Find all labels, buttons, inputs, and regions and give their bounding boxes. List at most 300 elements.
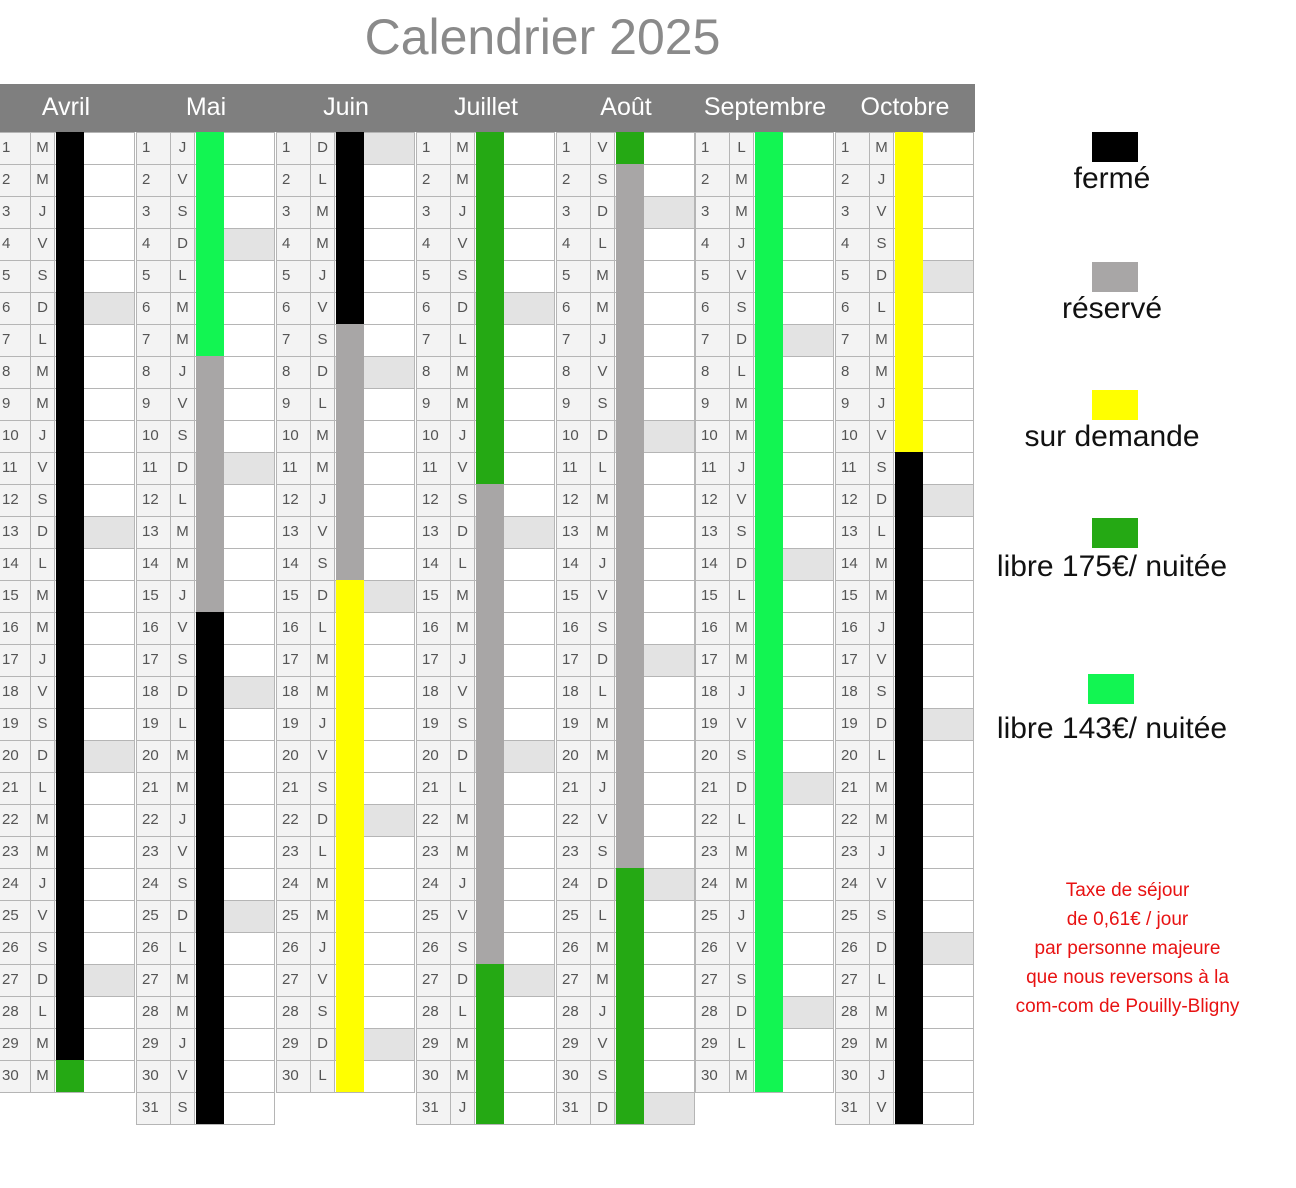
month-title-5: Septembre — [703, 93, 827, 121]
day-number: 16 — [0, 612, 31, 645]
day-letter: J — [729, 900, 754, 933]
availability-bar-libre-175 — [616, 868, 644, 1124]
day-number: 8 — [416, 356, 451, 389]
day-number: 19 — [695, 708, 730, 741]
day-letter: J — [869, 1060, 894, 1093]
day-letter: M — [30, 356, 55, 389]
day-letter: S — [170, 1092, 195, 1125]
day-letter: V — [869, 1092, 894, 1125]
day-number: 18 — [556, 676, 591, 709]
day-number: 14 — [556, 548, 591, 581]
day-number: 7 — [136, 324, 171, 357]
day-letter: M — [869, 772, 894, 805]
day-letter: L — [590, 676, 615, 709]
day-number: 1 — [556, 132, 591, 165]
day-letter: D — [310, 804, 335, 837]
day-number: 28 — [556, 996, 591, 1029]
day-letter: S — [729, 292, 754, 325]
day-number: 21 — [695, 772, 730, 805]
day-letter: M — [590, 484, 615, 517]
day-number: 1 — [0, 132, 31, 165]
day-number: 31 — [136, 1092, 171, 1125]
day-letter: S — [310, 548, 335, 581]
day-number: 5 — [556, 260, 591, 293]
day-number: 11 — [136, 452, 171, 485]
day-letter: J — [170, 580, 195, 613]
day-number: 5 — [695, 260, 730, 293]
day-letter: V — [869, 420, 894, 453]
day-number: 7 — [695, 324, 730, 357]
day-number: 30 — [276, 1060, 311, 1093]
day-number: 13 — [556, 516, 591, 549]
day-number: 3 — [136, 196, 171, 229]
day-letter: J — [729, 452, 754, 485]
day-letter: S — [170, 644, 195, 677]
day-letter: M — [310, 420, 335, 453]
day-number: 22 — [136, 804, 171, 837]
day-number: 6 — [416, 292, 451, 325]
day-number: 13 — [416, 516, 451, 549]
tax-note-line: de 0,61€ / jour — [1066, 909, 1189, 930]
availability-bar-ferme — [895, 452, 923, 1124]
day-number: 15 — [136, 580, 171, 613]
day-letter: S — [729, 516, 754, 549]
availability-bar-libre-143 — [196, 132, 224, 356]
day-number: 26 — [416, 932, 451, 965]
availability-bar-ferme — [56, 132, 84, 1060]
day-letter: M — [170, 548, 195, 581]
day-number: 3 — [556, 196, 591, 229]
day-letter: L — [170, 484, 195, 517]
day-letter: J — [450, 420, 475, 453]
day-number: 6 — [0, 292, 31, 325]
day-letter: M — [869, 356, 894, 389]
day-number: 2 — [695, 164, 730, 197]
day-letter: V — [450, 228, 475, 261]
day-number: 7 — [835, 324, 870, 357]
availability-bar-libre-175 — [476, 964, 504, 1124]
day-letter: J — [310, 484, 335, 517]
day-letter: M — [729, 612, 754, 645]
month-title-0: Avril — [41, 93, 91, 121]
day-letter: V — [590, 132, 615, 165]
day-number: 29 — [556, 1028, 591, 1061]
day-number: 14 — [416, 548, 451, 581]
day-letter: J — [30, 420, 55, 453]
day-letter: L — [30, 996, 55, 1029]
day-number: 4 — [695, 228, 730, 261]
day-letter: L — [869, 292, 894, 325]
day-letter: L — [30, 548, 55, 581]
day-number: 28 — [276, 996, 311, 1029]
day-number: 22 — [556, 804, 591, 837]
day-letter: M — [450, 612, 475, 645]
day-number: 29 — [835, 1028, 870, 1061]
day-letter: L — [590, 900, 615, 933]
day-number: 25 — [835, 900, 870, 933]
day-letter: S — [170, 420, 195, 453]
day-number: 4 — [136, 228, 171, 261]
day-letter: D — [869, 932, 894, 965]
day-number: 26 — [276, 932, 311, 965]
day-number: 10 — [695, 420, 730, 453]
day-number: 30 — [556, 1060, 591, 1093]
day-letter: M — [30, 612, 55, 645]
day-letter: M — [869, 1028, 894, 1061]
day-letter: J — [729, 228, 754, 261]
day-letter: L — [310, 836, 335, 869]
day-letter: V — [590, 1028, 615, 1061]
day-letter: D — [590, 420, 615, 453]
day-letter: S — [869, 900, 894, 933]
day-letter: J — [590, 772, 615, 805]
day-letter: V — [869, 644, 894, 677]
day-letter: S — [450, 708, 475, 741]
day-number: 17 — [695, 644, 730, 677]
tax-note-line: par personne majeure — [1034, 938, 1221, 959]
day-number: 21 — [835, 772, 870, 805]
day-number: 23 — [835, 836, 870, 869]
day-number: 6 — [835, 292, 870, 325]
day-letter: V — [30, 676, 55, 709]
tax-note-line: Taxe de séjour — [1065, 880, 1190, 901]
day-letter: M — [310, 196, 335, 229]
day-number: 18 — [835, 676, 870, 709]
day-number: 30 — [416, 1060, 451, 1093]
availability-bar-libre-175 — [56, 1060, 84, 1092]
day-letter: D — [590, 868, 615, 901]
day-number: 24 — [695, 868, 730, 901]
day-letter: M — [869, 132, 894, 165]
day-letter: M — [170, 996, 195, 1029]
day-letter: V — [170, 164, 195, 197]
day-letter: M — [729, 868, 754, 901]
day-letter: S — [30, 708, 55, 741]
day-letter: V — [310, 516, 335, 549]
day-letter: M — [590, 932, 615, 965]
day-letter: L — [869, 964, 894, 997]
day-letter: J — [170, 804, 195, 837]
day-number: 22 — [695, 804, 730, 837]
day-number: 17 — [835, 644, 870, 677]
day-number: 6 — [695, 292, 730, 325]
day-number: 10 — [556, 420, 591, 453]
day-number: 3 — [695, 196, 730, 229]
day-letter: S — [170, 196, 195, 229]
availability-bar-reserve — [476, 484, 504, 964]
day-letter: M — [590, 964, 615, 997]
day-number: 4 — [276, 228, 311, 261]
day-number: 5 — [0, 260, 31, 293]
day-number: 27 — [835, 964, 870, 997]
day-letter: D — [30, 740, 55, 773]
day-letter: M — [170, 964, 195, 997]
day-letter: L — [729, 804, 754, 837]
day-number: 8 — [276, 356, 311, 389]
day-number: 2 — [276, 164, 311, 197]
day-letter: M — [30, 164, 55, 197]
day-number: 2 — [416, 164, 451, 197]
day-letter: D — [170, 228, 195, 261]
day-number: 23 — [556, 836, 591, 869]
day-number: 19 — [556, 708, 591, 741]
day-letter: D — [170, 452, 195, 485]
day-letter: M — [869, 548, 894, 581]
day-letter: S — [310, 996, 335, 1029]
day-number: 26 — [136, 932, 171, 965]
day-letter: D — [729, 772, 754, 805]
day-letter: M — [729, 388, 754, 421]
day-number: 24 — [556, 868, 591, 901]
availability-bar-ferme — [336, 132, 364, 324]
day-number: 19 — [835, 708, 870, 741]
day-letter: M — [450, 836, 475, 869]
day-letter: L — [450, 996, 475, 1029]
day-number: 23 — [0, 836, 31, 869]
day-letter: M — [450, 388, 475, 421]
day-number: 3 — [835, 196, 870, 229]
day-number: 1 — [416, 132, 451, 165]
day-number: 9 — [136, 388, 171, 421]
day-number: 10 — [276, 420, 311, 453]
legend-swatch-libre-175 — [1092, 518, 1138, 548]
day-letter: V — [310, 292, 335, 325]
day-letter: V — [729, 484, 754, 517]
day-letter: S — [30, 484, 55, 517]
availability-bar-reserve — [196, 356, 224, 612]
day-number: 4 — [835, 228, 870, 261]
day-number: 11 — [695, 452, 730, 485]
day-number: 16 — [835, 612, 870, 645]
day-number: 24 — [416, 868, 451, 901]
day-number: 5 — [416, 260, 451, 293]
day-letter: V — [590, 356, 615, 389]
day-number: 29 — [136, 1028, 171, 1061]
day-number: 27 — [416, 964, 451, 997]
day-number: 12 — [556, 484, 591, 517]
day-number: 24 — [835, 868, 870, 901]
day-number: 12 — [136, 484, 171, 517]
legend-label-libre-175: libre 175€/ nuitée — [996, 550, 1228, 583]
legend-label-reserve: réservé — [1061, 292, 1163, 325]
day-number: 10 — [416, 420, 451, 453]
day-letter: J — [869, 836, 894, 869]
day-letter: M — [869, 996, 894, 1029]
day-letter: L — [310, 1060, 335, 1093]
day-number: 21 — [556, 772, 591, 805]
day-letter: D — [310, 356, 335, 389]
day-letter: V — [450, 900, 475, 933]
day-number: 20 — [695, 740, 730, 773]
day-letter: M — [450, 356, 475, 389]
day-letter: D — [869, 708, 894, 741]
day-number: 21 — [136, 772, 171, 805]
day-number: 20 — [0, 740, 31, 773]
day-number: 5 — [136, 260, 171, 293]
day-number: 30 — [136, 1060, 171, 1093]
day-number: 31 — [556, 1092, 591, 1125]
day-letter: D — [310, 1028, 335, 1061]
day-number: 15 — [556, 580, 591, 613]
day-letter: L — [310, 612, 335, 645]
day-number: 13 — [136, 516, 171, 549]
day-number: 31 — [835, 1092, 870, 1125]
day-letter: D — [310, 132, 335, 165]
day-letter: M — [450, 1060, 475, 1093]
day-number: 23 — [276, 836, 311, 869]
day-number: 16 — [136, 612, 171, 645]
day-number: 8 — [136, 356, 171, 389]
legend-swatch-sur-demande — [1092, 390, 1138, 420]
day-letter: L — [729, 132, 754, 165]
day-letter: V — [729, 932, 754, 965]
day-letter: L — [590, 452, 615, 485]
day-letter: S — [869, 228, 894, 261]
day-number: 20 — [416, 740, 451, 773]
day-letter: J — [450, 1092, 475, 1125]
day-letter: M — [450, 804, 475, 837]
day-letter: M — [310, 644, 335, 677]
day-letter: L — [729, 580, 754, 613]
day-letter: M — [30, 1028, 55, 1061]
day-letter: M — [729, 196, 754, 229]
day-number: 3 — [276, 196, 311, 229]
day-number: 11 — [416, 452, 451, 485]
day-letter: D — [170, 900, 195, 933]
day-letter: M — [450, 580, 475, 613]
day-number: 30 — [835, 1060, 870, 1093]
day-letter: D — [170, 676, 195, 709]
day-letter: V — [30, 228, 55, 261]
legend-swatch-libre-143 — [1088, 674, 1134, 704]
day-letter: D — [729, 324, 754, 357]
day-number: 3 — [0, 196, 31, 229]
day-number: 20 — [136, 740, 171, 773]
day-number: 22 — [416, 804, 451, 837]
day-number: 28 — [416, 996, 451, 1029]
day-number: 13 — [0, 516, 31, 549]
month-title-6: Octobre — [860, 93, 950, 121]
day-letter: V — [310, 964, 335, 997]
day-letter: L — [729, 356, 754, 389]
day-number: 24 — [276, 868, 311, 901]
day-letter: D — [590, 1092, 615, 1125]
availability-bar-sur-demande — [336, 580, 364, 1092]
day-letter: M — [310, 900, 335, 933]
day-number: 10 — [835, 420, 870, 453]
day-number: 27 — [695, 964, 730, 997]
day-number: 18 — [416, 676, 451, 709]
day-letter: M — [590, 740, 615, 773]
day-letter: S — [729, 740, 754, 773]
day-number: 27 — [136, 964, 171, 997]
day-number: 25 — [556, 900, 591, 933]
day-letter: S — [30, 932, 55, 965]
day-number: 31 — [416, 1092, 451, 1125]
tax-note — [995, 876, 1260, 1021]
day-letter: J — [450, 196, 475, 229]
day-number: 23 — [416, 836, 451, 869]
day-letter: V — [450, 676, 475, 709]
day-number: 22 — [835, 804, 870, 837]
day-number: 7 — [556, 324, 591, 357]
day-number: 27 — [556, 964, 591, 997]
availability-bar-reserve — [616, 164, 644, 868]
day-letter: M — [450, 132, 475, 165]
day-letter: M — [729, 420, 754, 453]
day-number: 19 — [416, 708, 451, 741]
day-number: 28 — [136, 996, 171, 1029]
day-number: 20 — [835, 740, 870, 773]
day-letter: V — [310, 740, 335, 773]
day-letter: J — [170, 1028, 195, 1061]
day-letter: V — [869, 868, 894, 901]
day-number: 29 — [416, 1028, 451, 1061]
day-number: 25 — [416, 900, 451, 933]
day-number: 1 — [136, 132, 171, 165]
day-letter: S — [450, 932, 475, 965]
day-letter: S — [590, 836, 615, 869]
day-number: 13 — [835, 516, 870, 549]
page-title: Calendrier 2025 — [364, 9, 721, 65]
day-letter: V — [170, 612, 195, 645]
legend-swatch-reserve — [1092, 262, 1138, 292]
day-number: 10 — [136, 420, 171, 453]
day-number: 15 — [695, 580, 730, 613]
month-title-1: Mai — [185, 93, 227, 121]
day-number: 7 — [416, 324, 451, 357]
day-number: 28 — [0, 996, 31, 1029]
day-number: 6 — [556, 292, 591, 325]
day-number: 17 — [556, 644, 591, 677]
day-number: 10 — [0, 420, 31, 453]
day-number: 27 — [276, 964, 311, 997]
month-title-3: Juillet — [454, 93, 518, 121]
day-number: 12 — [276, 484, 311, 517]
day-letter: J — [450, 868, 475, 901]
day-number: 6 — [136, 292, 171, 325]
legend-swatch-ferme — [1092, 132, 1138, 162]
day-number: 4 — [556, 228, 591, 261]
day-number: 2 — [0, 164, 31, 197]
day-number: 16 — [695, 612, 730, 645]
availability-bar-sur-demande — [895, 132, 923, 452]
day-letter: J — [590, 996, 615, 1029]
day-number: 8 — [0, 356, 31, 389]
day-number: 12 — [695, 484, 730, 517]
day-number: 25 — [276, 900, 311, 933]
day-letter: D — [450, 516, 475, 549]
day-letter: D — [30, 292, 55, 325]
day-letter: M — [30, 804, 55, 837]
availability-bar-libre-143 — [755, 132, 783, 1092]
day-number: 3 — [416, 196, 451, 229]
day-number: 15 — [835, 580, 870, 613]
day-number: 14 — [0, 548, 31, 581]
day-letter: S — [310, 772, 335, 805]
day-letter: L — [30, 324, 55, 357]
day-letter: M — [170, 292, 195, 325]
day-letter: J — [310, 260, 335, 293]
day-letter: S — [590, 164, 615, 197]
day-letter: J — [30, 868, 55, 901]
day-number: 4 — [0, 228, 31, 261]
day-number: 14 — [835, 548, 870, 581]
legend-label-ferme: fermé — [1073, 162, 1151, 195]
day-letter: L — [30, 772, 55, 805]
day-number: 25 — [695, 900, 730, 933]
day-letter: M — [310, 676, 335, 709]
